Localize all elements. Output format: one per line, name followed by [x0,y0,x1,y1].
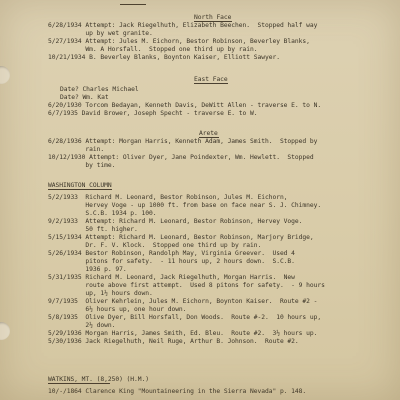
record-line: 2½ down. [48,322,116,329]
record-line: up by wet granite. [48,30,153,37]
record-line: 6½ hours up, one hour down. [48,306,187,313]
section-heading-watkins: WATKINS, MT. (8,250) (H.M.) [48,376,150,383]
record-line: Date? Charles Michael [60,86,139,93]
record-line: 1936 p. 97. [48,266,127,273]
heading-underline [194,83,228,84]
record-line: 9/7/1935 Oliver Kehrlein, Jules M. Eichorn, Boynton Kaiser. Route #2 - [48,298,318,305]
record-line: 6/28/1936 Attempt: Morgan Harris, Kenneth Adam, James Smith. Stopped by [48,138,318,145]
record-line: 5/2/1933 Richard M. Leonard, Bestor Robinson, Jules M. Eichorn, [48,194,288,201]
record-line: 10/21/1934 B. Beverley Blanks, Boynton Kaiser, Elliott Sawyer. [48,54,280,61]
record-line: by time. [48,162,116,169]
section-heading-east-face: East Face [194,76,228,83]
section-heading-north-face: North Face [194,14,232,21]
record-line: 5/15/1934 Attempt: Richard M. Leonard, Bestor Robinson, Marjory Bridge, [48,234,314,241]
heading-underline [48,383,110,384]
punch-hole [0,322,10,340]
record-line: Hervey Voge - up 1000 ft. from base on face near S. J. Chimney. [48,202,322,209]
record-line: 5/26/1934 Bestor Robinson, Randolph May, Virginia Greever. Used 4 [48,250,295,257]
record-line: 6/28/1934 Attempt: Jack Riegelhuth, Elizabeth Beechen. Stopped half way [48,22,318,29]
record-line: up, 1½ hours down. [48,290,153,297]
record-line: route above first attempt. Used 8 pitons for safety. - 9 hours [48,282,325,289]
record-line: 10/12/1930 Attempt: Oliver Dyer, Jane Poindexter, Wm. Hewlett. Stopped [48,154,314,161]
record-line: 10/-/1864 Clarence King "Mountaineering in the Sierra Nevada" p. 148. [48,388,307,395]
top-rule [120,4,146,5]
record-line: 5/31/1935 Richard M. Leonard, Jack Riegelhuth, Morgan Harris. New [48,274,295,281]
record-line: Dr. F. V. Klock. Stopped one third up by rain. [48,242,262,249]
record-line: 6/20/1930 Torcom Bedayan, Kenneth Davis, DeWitt Allen - traverse E. to N. [48,102,322,109]
section-heading-arete: Arete [199,130,218,137]
record-line: S.C.B. 1934 p. 100. [48,210,157,217]
record-line: Wm. A Horsfall. Stopped one third up by rain. [48,46,258,53]
heading-underline [48,189,112,190]
record-line: rain. [48,146,105,153]
record-line: pitons for safety. - 11 hours up, 2 hours down. S.C.B. [48,258,295,265]
section-heading-washington-column: WASHINGTON COLUMN [48,182,112,189]
record-line: 5/8/1935 Olive Dyer, Bill Horsfall, Don Woods. Route #-2. 10 hours up, [48,314,322,321]
punch-hole [0,66,10,84]
record-line: 5/27/1934 Attempt: Jules M. Eichorn, Bestor Robinson, Beverley Blanks, [48,38,310,45]
record-line: 5/29/1936 Morgan Harris, James Smith, Ed. Bleu. Route #2. 3½ hours up. [48,330,318,337]
record-line: Date? Wm. Kat [60,94,109,101]
record-line: 50 ft. higher. [48,226,138,233]
record-line: 6/7/1935 David Brower, Joseph Specht - traverse E. to W. [48,110,258,117]
record-line: 5/30/1936 Jack Riegelhuth, Neil Ruge, Arthur B. Johnson. Route #2. [48,338,299,345]
record-line: 9/2/1933 Attempt: Richard M. Leonard, Bestor Robinson, Hervey Voge. [48,218,303,225]
